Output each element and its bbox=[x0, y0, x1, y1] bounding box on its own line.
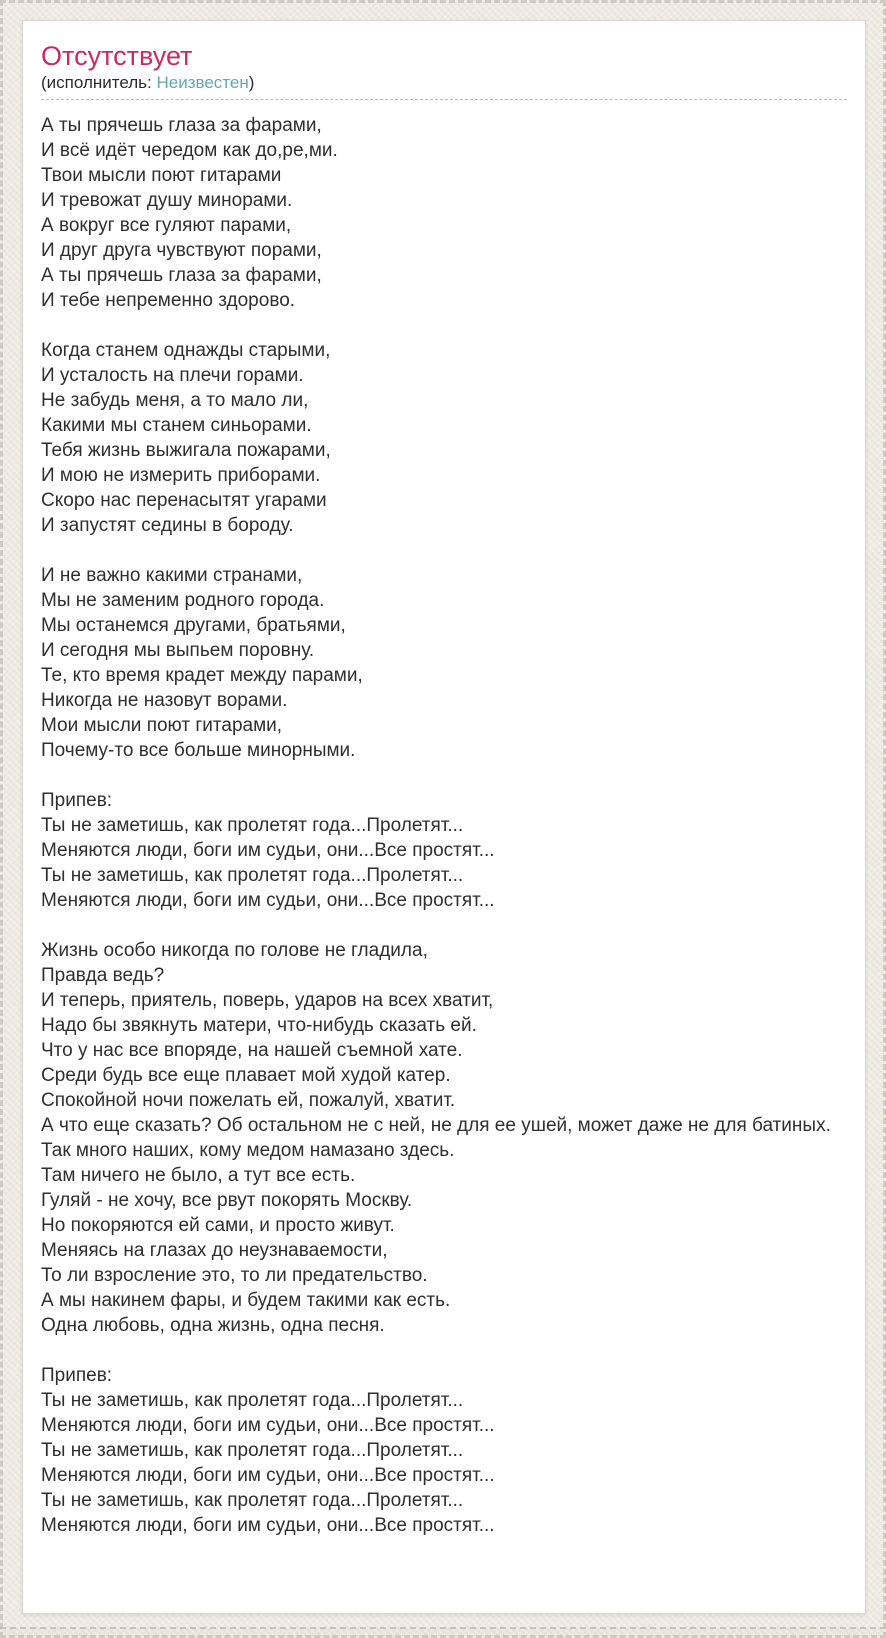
lyric-line: А мы накинем фары, и будем такими как есть. bbox=[41, 1290, 451, 1311]
lyric-line: И теперь, приятель, поверь, ударов на всех хватит, bbox=[41, 990, 494, 1011]
lyric-line: Меняются люди, боги им судьи, они...Все простят... bbox=[41, 1515, 495, 1536]
lyric-line: Ты не заметишь, как пролетят года...Пролетят... bbox=[41, 865, 464, 886]
lyric-line: Почему-то все больше минорными. bbox=[41, 740, 356, 761]
lyric-line: А ты прячешь глаза за фарами, bbox=[41, 265, 322, 286]
lyric-line: Скоро нас перенасытят угарами bbox=[41, 490, 327, 511]
lyric-line: Меняясь на глазах до неузнаваемости, bbox=[41, 1240, 388, 1261]
lyric-line: Ты не заметишь, как пролетят года...Пролетят... bbox=[41, 1490, 464, 1511]
lyric-line: Меняются люди, боги им судьи, они...Все простят... bbox=[41, 840, 495, 861]
lyric-line: И тревожат душу минорами. bbox=[41, 190, 293, 211]
lyrics-card bbox=[22, 20, 866, 1614]
subtitle-suffix: ) bbox=[248, 73, 255, 92]
lyric-line: Никогда не назовут ворами. bbox=[41, 690, 288, 711]
footer-strip bbox=[0, 1627, 886, 1638]
song-header bbox=[41, 41, 847, 100]
lyric-line: Правда ведь? bbox=[41, 965, 165, 986]
lyric-line: Ты не заметишь, как пролетят года...Пролетят... bbox=[41, 1440, 464, 1461]
lyric-line: Жизнь особо никогда по голове не гладила, bbox=[41, 940, 428, 961]
lyric-line: Мои мысли поют гитарами, bbox=[41, 715, 283, 736]
lyric-line: И запустят седины в бороду. bbox=[41, 515, 294, 536]
artist-link[interactable]: Неизвестен bbox=[156, 73, 249, 92]
lyric-line: Какими мы станем синьорами. bbox=[41, 415, 312, 436]
lyric-line: Те, кто время крадет между парами, bbox=[41, 665, 363, 686]
lyric-line: Там ничего не было, а тут все есть. bbox=[41, 1165, 356, 1186]
lyric-line: Но покоряются ей сами, и просто живут. bbox=[41, 1215, 395, 1236]
subtitle-prefix: (исполнитель: bbox=[41, 73, 157, 92]
lyric-line: Тебя жизнь выжигала пожарами, bbox=[41, 440, 331, 461]
lyric-line: Так много наших, кому медом намазано здесь. bbox=[41, 1140, 455, 1161]
lyric-line: И не важно какими странами, bbox=[41, 565, 303, 586]
lyric-line: А что еще сказать? Об остальном не с ней, не для ее ушей, может даже не для батиных. bbox=[41, 1115, 831, 1136]
lyric-line: И тебе непременно здорово. bbox=[41, 290, 296, 311]
lyric-line: Меняются люди, боги им судьи, они...Все простят... bbox=[41, 1415, 495, 1436]
lyric-line: И друг друга чувствуют порами, bbox=[41, 240, 322, 261]
lyric-line: Что у нас все впоряде, на нашей съемной хате. bbox=[41, 1040, 463, 1061]
song-title: Отсутствует bbox=[41, 41, 193, 71]
lyric-line: Меняются люди, боги им судьи, они...Все простят... bbox=[41, 890, 495, 911]
lyric-line: Не забудь меня, а то мало ли, bbox=[41, 390, 309, 411]
lyric-line: А ты прячешь глаза за фарами, bbox=[41, 115, 322, 136]
lyric-line: Надо бы звякнуть матери, что-нибудь сказать ей. bbox=[41, 1015, 477, 1036]
lyric-line: Когда станем однажды старыми, bbox=[41, 340, 331, 361]
lyric-line: И мою не измерить приборами. bbox=[41, 465, 321, 486]
lyric-line: И усталость на плечи горами. bbox=[41, 365, 304, 386]
lyric-line: Твои мысли поют гитарами bbox=[41, 165, 282, 186]
lyrics-text bbox=[41, 113, 847, 1538]
song-subtitle bbox=[41, 73, 847, 93]
blank-line bbox=[41, 913, 847, 938]
blank-line bbox=[41, 763, 847, 788]
blank-line bbox=[41, 313, 847, 338]
lyric-line: Ты не заметишь, как пролетят года...Пролетят... bbox=[41, 1390, 464, 1411]
lyric-line: Одна любовь, одна жизнь, одна песня. bbox=[41, 1315, 385, 1336]
lyric-line: Мы не заменим родного города. bbox=[41, 590, 325, 611]
lyric-line: Меняются люди, боги им судьи, они...Все простят... bbox=[41, 1465, 495, 1486]
lyric-line: И всё идёт чередом как до,ре,ми. bbox=[41, 140, 338, 161]
blank-line bbox=[41, 1338, 847, 1363]
lyric-line: Припев: bbox=[41, 1365, 113, 1386]
lyric-line: Припев: bbox=[41, 790, 113, 811]
lyric-line: А вокруг все гуляют парами, bbox=[41, 215, 292, 236]
lyric-line: Ты не заметишь, как пролетят года...Пролетят... bbox=[41, 815, 464, 836]
blank-line bbox=[41, 538, 847, 563]
lyric-line: Мы останемся другами, братьями, bbox=[41, 615, 346, 636]
lyric-line: И сегодня мы выпьем поровну. bbox=[41, 640, 315, 661]
lyric-line: То ли взросление это, то ли предательство. bbox=[41, 1265, 428, 1286]
lyric-line: Спокойной ночи пожелать ей, пожалуй, хватит. bbox=[41, 1090, 456, 1111]
lyric-line: Среди будь все еще плавает мой худой катер. bbox=[41, 1065, 451, 1086]
lyric-line: Гуляй - не хочу, все рвут покорять Москву. bbox=[41, 1190, 413, 1211]
